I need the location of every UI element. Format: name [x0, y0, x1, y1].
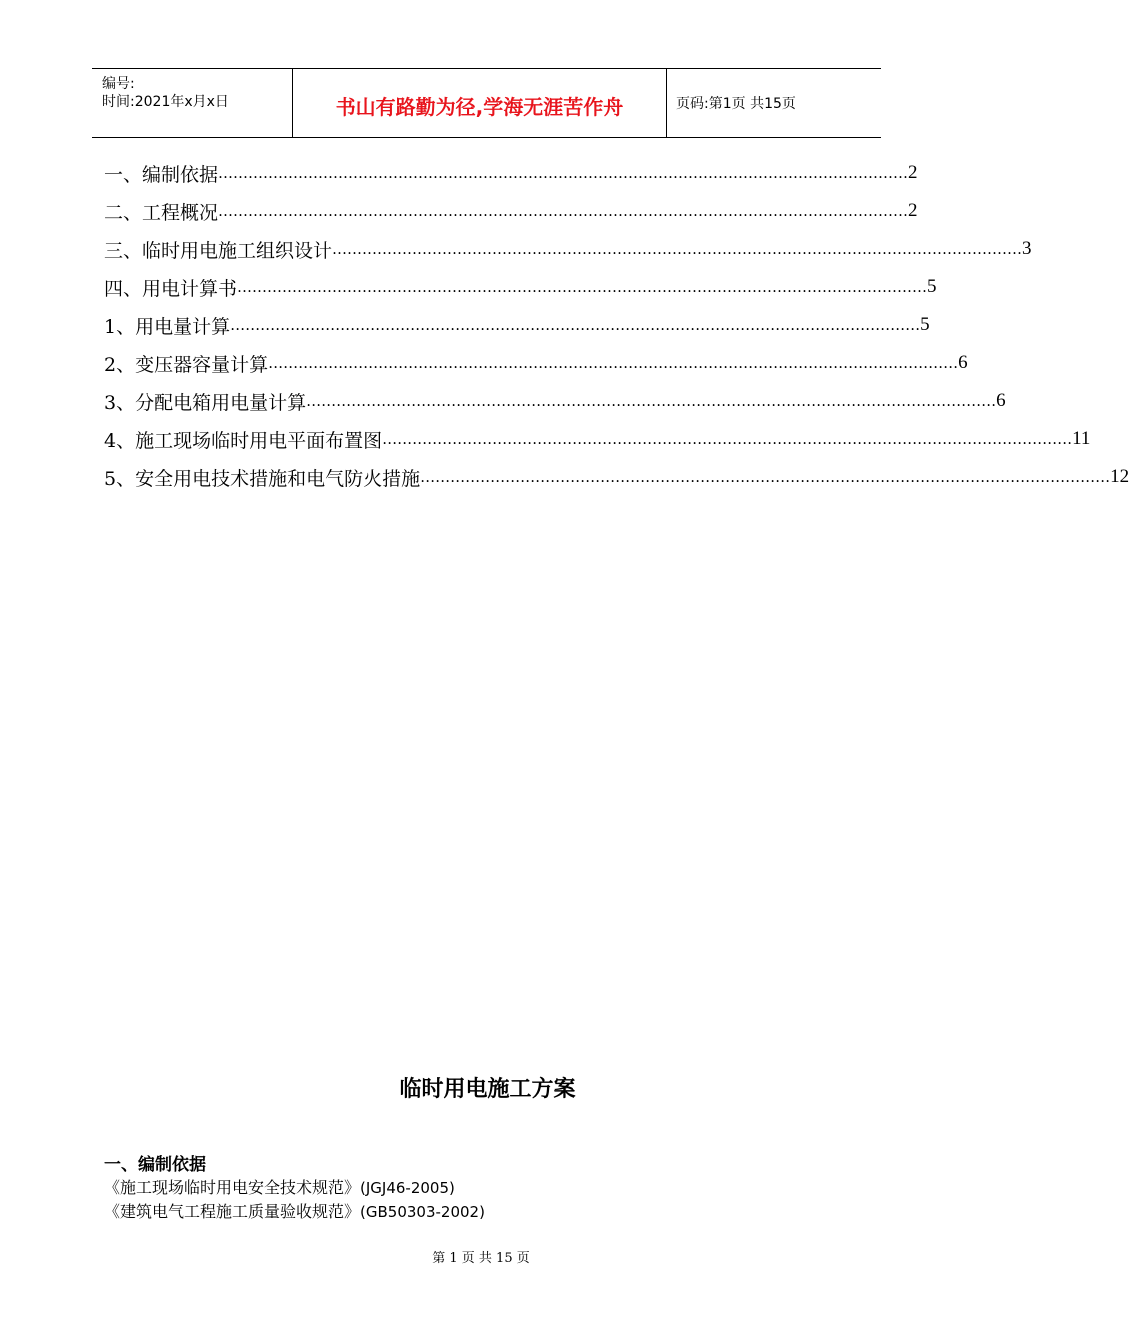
toc-leader: …………………………………………………………………………………………………………………………: [306, 392, 997, 410]
toc-leader: …………………………………………………………………………………………………………………………: [382, 430, 1073, 448]
reference-code: (GB50303-2002): [360, 1203, 485, 1221]
toc-item[interactable]: [104, 424, 1091, 454]
toc-item[interactable]: [104, 462, 1129, 492]
toc-item[interactable]: [104, 272, 937, 302]
toc-item-title: 4、施工现场临时用电平面布置图: [104, 429, 383, 452]
toc-item-page: 11: [1072, 428, 1091, 449]
toc-leader: …………………………………………………………………………………………………………………………: [230, 316, 921, 334]
toc-item[interactable]: [104, 158, 918, 188]
toc-item-title: 3、分配电箱用电量计算: [104, 391, 307, 414]
toc-item[interactable]: [104, 386, 1006, 416]
page-footer: 第 1 页 共 15 页: [432, 1251, 530, 1266]
toc-item-page: 6: [958, 352, 968, 373]
page-header: [92, 68, 881, 138]
toc-item-page: 12: [1110, 466, 1129, 487]
header-time: 时间:2021年x月x日: [102, 94, 229, 110]
document-title: 临时用电施工方案: [399, 1077, 576, 1102]
toc-item-title: 5、安全用电技术措施和电气防火措施: [104, 467, 421, 490]
toc-leader: …………………………………………………………………………………………………………………………: [218, 202, 909, 220]
reference-name: 《建筑电气工程施工质量验收规范》: [104, 1202, 361, 1221]
header-number: 编号:: [102, 76, 135, 92]
toc-item-page: 3: [1022, 238, 1032, 259]
header-page-cell: [666, 69, 881, 137]
toc-leader: …………………………………………………………………………………………………………………………: [268, 354, 959, 372]
toc-item-title: 三、临时用电施工组织设计: [104, 239, 333, 262]
toc-item-title: 1、用电量计算: [104, 315, 231, 338]
toc-item-title: 二、工程概况: [104, 201, 219, 224]
toc-item[interactable]: [104, 348, 968, 378]
toc-item-page: 5: [920, 314, 930, 335]
reference-name: 《施工现场临时用电安全技术规范》: [104, 1178, 361, 1197]
reference-line: [104, 1175, 455, 1198]
header-motto-cell: [292, 69, 667, 137]
toc-item-page: 2: [908, 162, 918, 183]
header-page-code: 页码:第1页 共15页: [676, 96, 796, 112]
toc-item-page: 6: [996, 390, 1006, 411]
reference-code: (JGJ46-2005): [360, 1179, 455, 1197]
section-heading: 一、编制依据: [104, 1155, 206, 1175]
toc-leader: …………………………………………………………………………………………………………………………: [420, 468, 1111, 486]
toc-item[interactable]: [104, 310, 930, 340]
toc-leader: …………………………………………………………………………………………………………………………: [237, 278, 928, 296]
header-info-cell: [92, 69, 292, 137]
toc-item[interactable]: [104, 196, 918, 226]
toc-item-page: 5: [927, 276, 937, 297]
toc-leader: …………………………………………………………………………………………………………………………: [332, 240, 1023, 258]
toc-item[interactable]: [104, 234, 1032, 264]
toc-item-page: 2: [908, 200, 918, 221]
header-motto: 书山有路勤为径,学海无涯苦作舟: [335, 95, 624, 119]
toc-leader: …………………………………………………………………………………………………………………………: [218, 164, 909, 182]
reference-line: [104, 1199, 485, 1222]
toc-item-title: 2、变压器容量计算: [104, 353, 269, 376]
toc-item-title: 一、编制依据: [104, 163, 219, 186]
toc-item-title: 四、用电计算书: [104, 277, 238, 300]
